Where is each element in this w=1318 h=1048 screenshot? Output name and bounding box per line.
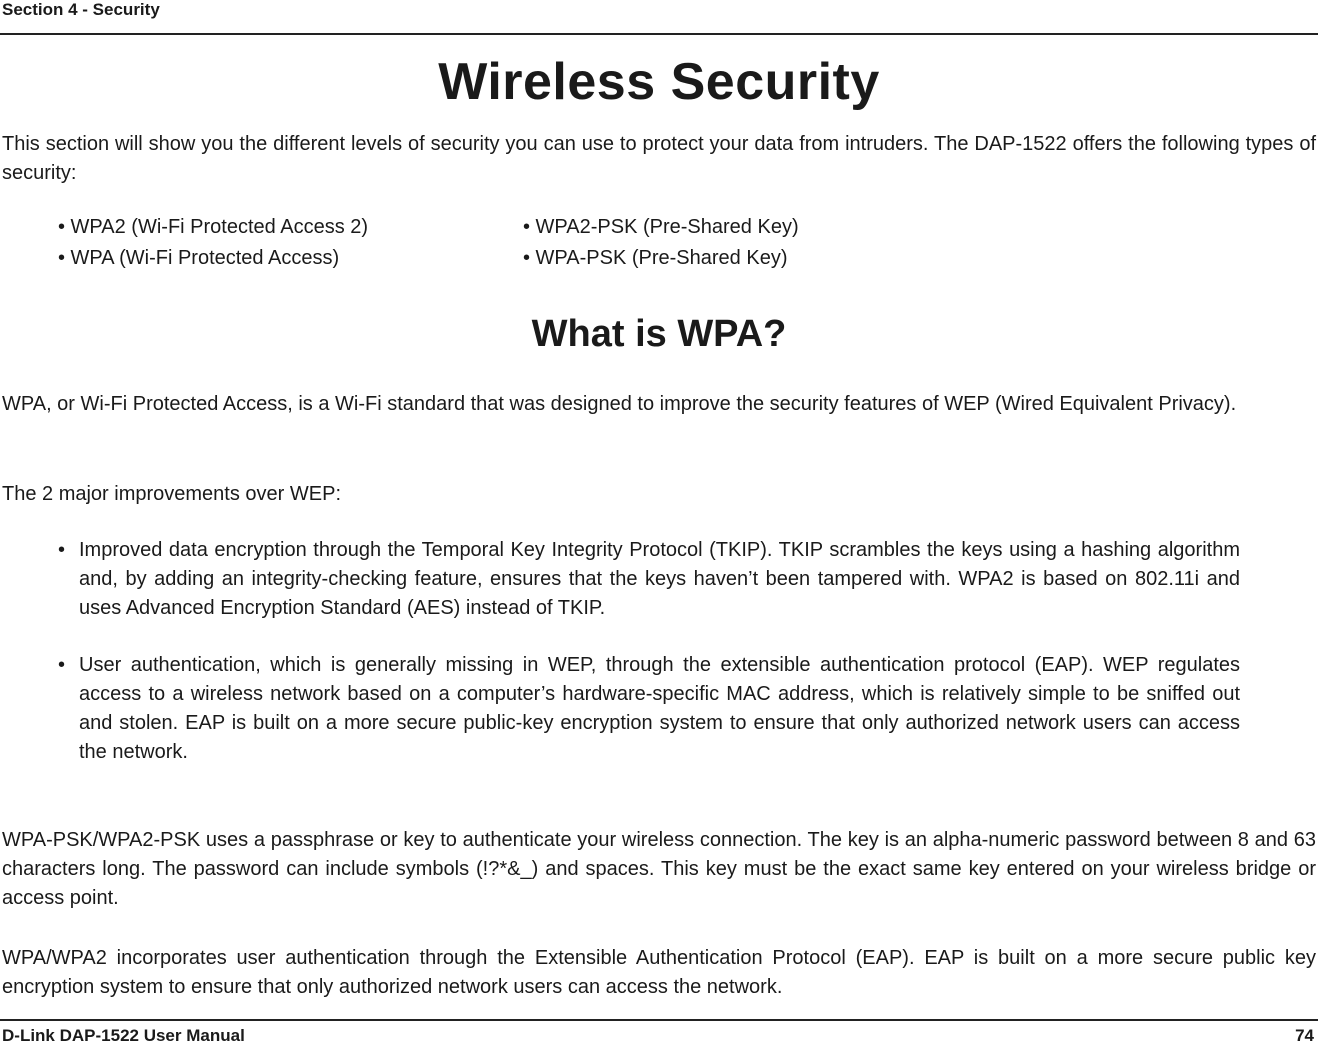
security-types-column-1 (58, 212, 368, 274)
security-type-wpa-psk: • WPA-PSK (Pre-Shared Key) (523, 247, 788, 269)
page-title: Wireless Security (438, 53, 880, 111)
wpa-definition-paragraph: WPA, or Wi-Fi Protected Access, is a Wi-Fi standard that was designed to improve the security features of WEP (Wired Equivalent Privacy). (2, 393, 1237, 415)
header-divider (0, 33, 1318, 35)
security-type-wpa2-psk: • WPA2-PSK (Pre-Shared Key) (523, 216, 799, 238)
section-label: Section 4 - Security (2, 0, 160, 19)
section-heading-what-is-wpa: What is WPA? (531, 313, 787, 355)
eap-paragraph: WPA/WPA2 incorporates user authentication through the Extensible Authentication Protocol (EAP). EAP is built on a more secure public key encryption system to ensure that only authorized network users can access the network. (2, 947, 1316, 998)
intro-paragraph: This section will show you the different levels of security you can use to protect your data from intruders. The DAP-1522 offers the following types of security: (2, 133, 1316, 184)
bullet-icon: • (58, 539, 66, 561)
page-number: 74 (1295, 1026, 1314, 1045)
improvement-item-eap (58, 651, 1240, 767)
footer-manual-title: D-Link DAP-1522 User Manual (2, 1026, 245, 1045)
psk-paragraph: WPA-PSK/WPA2-PSK uses a passphrase or key to authenticate your wireless connection. The key is an alpha-numeric password between 8 and 63 characters long. The password can include symbols (!?*&_) and spaces. This key must be the exact same key entered on your wireless bridge or access point. (2, 829, 1316, 909)
bullet-icon: • (58, 654, 66, 676)
improvement-text: User authentication, which is generally missing in WEP, through the extensible authentication protocol (EAP). WEP regulates access to a wireless network based on a computer’s hardware-specific MAC address, which is relatively simple to be sniffed out and stolen. EAP is built on a more secure public-key encryption system to ensure that only authorized network users can access the network. (79, 654, 1240, 763)
improvement-text: Improved data encryption through the Temporal Key Integrity Protocol (TKIP). TKIP scrambles the keys using a hashing algorithm and, by adding an integrity-checking feature, ensures that the keys haven’t been tampered with. WPA2 is based on 802.11i and uses Advanced Encryption Standard (AES) instead of TKIP. (79, 539, 1240, 619)
security-type-wpa: • WPA (Wi-Fi Protected Access) (58, 247, 340, 269)
security-types-column-2 (523, 212, 799, 274)
improvement-item-tkip (58, 536, 1240, 623)
improvements-intro: The 2 major improvements over WEP: (2, 483, 341, 505)
footer-divider (0, 1019, 1318, 1021)
security-type-wpa2: • WPA2 (Wi-Fi Protected Access 2) (58, 216, 369, 238)
